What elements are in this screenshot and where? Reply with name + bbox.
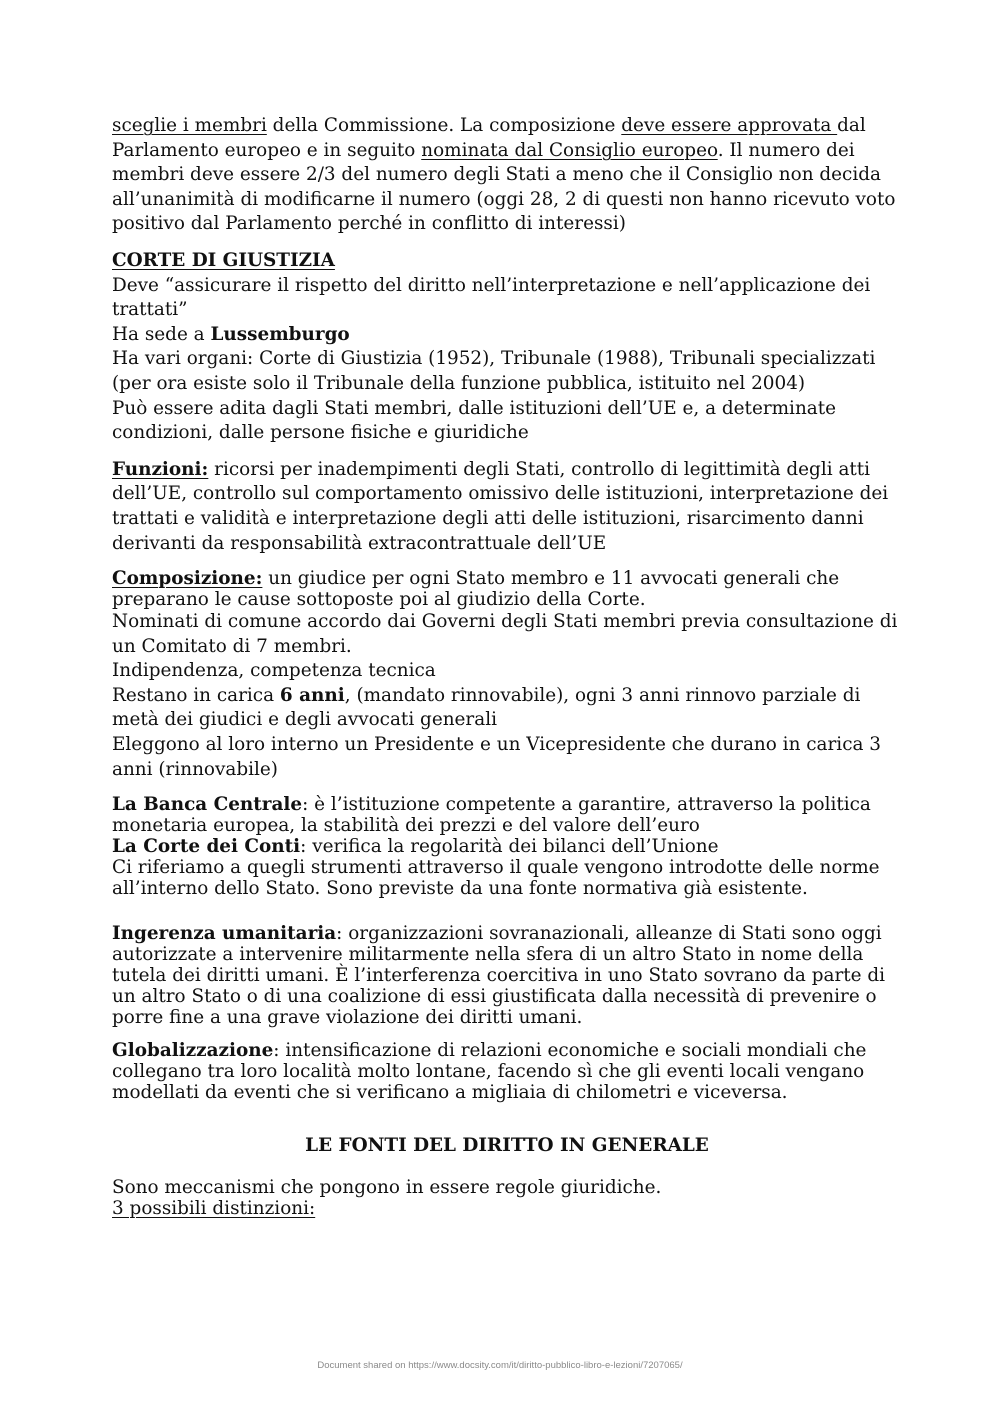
composizione-line: Indipendenza, competenza tecnica	[112, 660, 436, 682]
bold-term: Lussemburgo	[210, 323, 350, 345]
fonti-title: LE FONTI DEL DIRITTO IN GENERALE	[305, 1134, 709, 1156]
text-run: : è l’istituzione competente a garantire, attraverso la politica monetaria europea, la stabilità dei prezzi e del valore dell’euro	[112, 794, 871, 837]
corte-seat-line	[112, 323, 902, 348]
text-run: : verifica la regolarità dei bilanci dell’Unione	[300, 836, 719, 858]
corte-line: Ha vari organi: Corte di Giustizia (1952), Tribunale (1988), Tribunali specializzati (per ora esiste solo il Tribunale della funzione pubblica, istituito nel 2004)	[112, 348, 876, 394]
conti-label: La Corte dei Conti	[112, 836, 301, 858]
funzioni-paragraph	[112, 458, 902, 556]
underlined-phrase: sceglie i membri	[112, 115, 267, 136]
banca-label: La Banca Centrale	[112, 794, 303, 816]
text-run: dal Parlamento europeo e in seguito	[112, 115, 866, 161]
composizione-line: Nominati di comune accordo dai Governi degli Stati membri previa consultazione di un Comitato di 7 membri.	[112, 611, 898, 657]
fonti-distinctions	[112, 1198, 902, 1219]
composizione-label: Composizione:	[112, 568, 263, 590]
composizione-section	[112, 568, 902, 782]
text-run: della Commissione. La composizione	[266, 115, 622, 136]
text-run: Ha sede a	[112, 323, 211, 345]
commission-paragraph	[112, 114, 902, 237]
footer-share-note: Document shared on https://www.docsity.com/it/diritto-pubblico-libro-e-lezioni/7207065/	[317, 1360, 683, 1371]
composizione-line: Eleggono al loro interno un Presidente e un Vicepresidente che durano in carica 3 anni (rinnovabile)	[112, 734, 882, 780]
composizione-paragraph	[112, 568, 902, 610]
fonti-section	[112, 1134, 902, 1219]
distinctions-label: 3 possibili distinzioni:	[112, 1197, 316, 1219]
text-run: ricorsi per inadempimenti degli Stati, controllo di legittimità degli atti dell’UE, controllo sul comportamento omissivo delle istituzioni, interpretazione dei trattati e validità e interpretazione degli atti delle istituzioni, risarcimento danni derivanti da responsabilità extracontrattuale dell’UE	[112, 458, 889, 554]
text-run: Restano in carica	[112, 684, 280, 706]
section-heading	[112, 249, 902, 274]
bold-term: 6 anni	[279, 684, 345, 706]
banca-paragraph	[112, 794, 902, 836]
corte-line: Può essere adita dagli Stati membri, dalle istituzioni dell’UE e, a determinate condizioni, dalle persone fisiche e giuridiche	[112, 397, 837, 444]
globalizzazione-label: Globalizzazione	[112, 1040, 274, 1062]
funzioni-label: Funzioni:	[112, 458, 209, 480]
text-run: un giudice per ogni Stato membro e 11 avvocati generali che preparano le cause sottoposte poi al giudizio della Corte.	[112, 568, 840, 611]
fonti-line: Sono meccanismi che pongono in essere regole giuridiche.	[112, 1176, 662, 1198]
text-run: : intensificazione di relazioni economiche e sociali mondiali che collegano tra loro località molto lontane, facendo sì che gli eventi locali vengano modellati da eventi che si verificano a migliaia di chilometri e viceversa.	[112, 1040, 867, 1104]
composizione-term-line	[112, 684, 902, 733]
globalizzazione-paragraph	[112, 1040, 902, 1103]
ingerenza-paragraph	[112, 923, 902, 1028]
text-run: . Il numero dei membri deve essere 2/3 del numero degli Stati a meno che il Consiglio non decida all’unanimità di modificarne il numero (oggi 28, 2 di questi non hanno ricevuto voto positivo dal Parlamento perché in conflitto di interessi)	[112, 139, 896, 235]
document-page	[112, 114, 902, 1219]
conti-line: Ci riferiamo a quegli strumenti attraverso il quale vengono introdotte delle norme all’interno dello Stato. Sono previste da una fonte normativa già esistente.	[112, 857, 880, 900]
ingerenza-label: Ingerenza umanitaria	[112, 923, 337, 945]
underlined-phrase: nominata dal Consiglio europeo	[421, 139, 718, 161]
conti-paragraph	[112, 836, 902, 857]
banca-conti-section	[112, 794, 902, 899]
underlined-phrase: deve essere approvata	[621, 115, 838, 136]
text-run: , (mandato rinnovabile), ogni 3 anni rinnovo parziale di metà dei giudici e degli avvocati generali	[112, 684, 861, 731]
corte-section	[112, 249, 902, 446]
corte-title: CORTE DI GIUSTIZIA	[112, 249, 335, 271]
corte-line: Deve “assicurare il rispetto del diritto nell’interpretazione e nell’applicazione dei trattati”	[112, 274, 871, 321]
text-run: : organizzazioni sovranazionali, alleanze di Stati sono oggi autorizzate a intervenire militarmente nella sfera di un altro Stato in nome della tutela dei diritti umani. È l’interferenza coercitiva in uno Stato sovrano da parte di un altro Stato o di una coalizione di essi giustificata dalla necessità di prevenire o porre fine a una grave violazione dei diritti umani.	[112, 923, 886, 1029]
